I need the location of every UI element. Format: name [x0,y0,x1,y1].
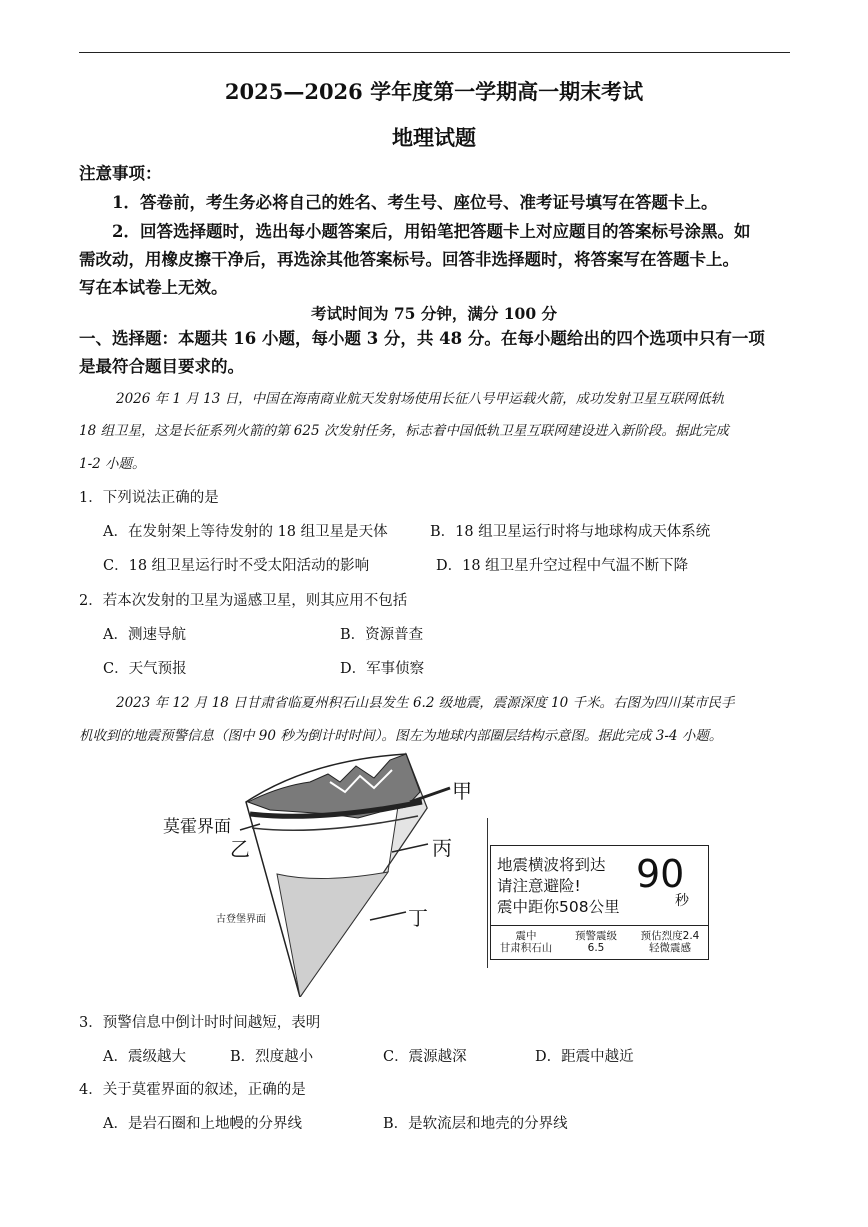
question-2-option-b[interactable]: B．资源普查 [340,627,424,643]
alert-epicenter-value: 甘肃积石山 [499,942,553,954]
question-3-option-d[interactable]: D．距震中越近 [535,1049,634,1065]
alert-epicenter [493,930,559,954]
figure-divider [487,818,488,968]
notice-item-2-line-2: 需改动，用橡皮擦干净后，再选涂其他答案标号。回答非选择题时，将答案写在答题卡上。 [79,250,739,269]
question-1-option-d[interactable]: D．18 组卫星升空过程中气温不断下降 [436,558,689,574]
passage-1-line-3: 1-2 小题。 [79,456,146,472]
label-jia: 甲 [452,779,472,803]
question-3-stem: 3．预警信息中倒计时时间越短，表明 [79,1015,321,1031]
alert-intensity-value: 轻微震感 [649,942,691,954]
alert-intensity-label: 预估烈度2.4 [640,930,700,942]
question-3-option-a[interactable]: A．震级越大 [103,1049,186,1065]
question-4-option-a[interactable]: A．是岩石圈和上地幔的分界线 [103,1116,302,1132]
label-yi: 乙 [230,837,250,861]
passage-2-line-1: 2023 年 12 月 18 日甘肃省临夏州积石山县发生 6.2 级地震，震源深度 10 千米。右图为四川某市民手 [116,695,735,711]
alert-epicenter-label: 震中 [515,930,537,942]
earthquake-alert-card [490,845,709,960]
question-1-option-c[interactable]: C．18 组卫星运行时不受太阳活动的影响 [103,558,370,574]
alert-message-line-1: 地震横波将到达 [497,856,606,874]
notice-item-2-line-3: 写在本试卷上无效。 [79,278,228,297]
question-1-option-a[interactable]: A．在发射架上等待发射的 18 组卫星是天体 [103,524,388,540]
section-1-heading-line-1: 一、选择题：本题共 16 小题，每小题 3 分，共 48 分。在每小题给出的四个选项中只有一项 [79,329,765,348]
label-gutenberg: 古登堡界面 [216,914,266,925]
notice-item-1: 1．答卷前，考生务必将自己的姓名、考生号、座位号、准考证号填写在答题卡上。 [112,193,718,212]
notice-item-2-line-1: 2．回答选择题时，选出每小题答案后，用铅笔把答题卡上对应题目的答案标号涂黑。如 [112,222,751,241]
alert-countdown-unit: 秒 [675,893,689,909]
top-rule [79,52,790,53]
exam-title: 2025—2026 学年度第一学期高一期末考试 [224,79,644,104]
alert-intensity [633,930,707,954]
question-2-option-a[interactable]: A．测速导航 [103,627,186,643]
question-3-option-b[interactable]: B．烈度越小 [230,1049,314,1065]
exam-time: 考试时间为 75 分钟，满分 100 分 [310,304,557,323]
question-2-option-c[interactable]: C．天气预报 [103,661,187,677]
label-bing: 丙 [432,836,452,860]
question-4-option-b[interactable]: B．是软流层和地壳的分界线 [383,1116,568,1132]
alert-message-line-2: 请注意避险! [497,877,581,895]
alert-level-label: 预警震级 [575,930,617,942]
passage-1-line-2: 18 组卫星，这是长征系列火箭的第 625 次发射任务，标志着中国低轨卫星互联网建设进入新阶段。据此完成 [79,423,729,439]
label-ding: 丁 [408,906,428,930]
question-4-stem: 4．关于莫霍界面的叙述，正确的是 [79,1082,306,1098]
exam-subtitle: 地理试题 [392,125,476,150]
alert-level-value: 6.5 [587,942,605,954]
alert-countdown: 90 [636,852,685,896]
pointer-ding [370,912,406,920]
question-2-stem: 2．若本次发射的卫星为遥感卫星，则其应用不包括 [79,593,408,609]
label-moho: 莫霍界面 [163,817,231,837]
question-1-stem: 1．下列说法正确的是 [79,490,219,506]
notice-heading: 注意事项： [79,164,162,183]
alert-divider [491,925,708,926]
alert-level [563,930,629,954]
passage-2-line-2: 机收到的地震预警信息（图中 90 秒为倒计时时间）。图左为地球内部圈层结构示意图。据此完成 3-4 小题。 [79,728,723,744]
question-1-option-b[interactable]: B．18 组卫星运行时将与地球构成天体系统 [430,524,711,540]
passage-1-line-1: 2026 年 1 月 13 日，中国在海南商业航天发射场使用长征八号甲运载火箭，成功发射卫星互联网低轨 [116,391,725,407]
question-3-option-c[interactable]: C．震源越深 [383,1049,467,1065]
core-region [277,872,388,997]
section-1-heading-line-2: 是最符合题目要求的。 [79,357,244,376]
alert-message-line-3: 震中距你508公里 [497,898,620,916]
question-2-option-d[interactable]: D．军事侦察 [340,661,425,677]
